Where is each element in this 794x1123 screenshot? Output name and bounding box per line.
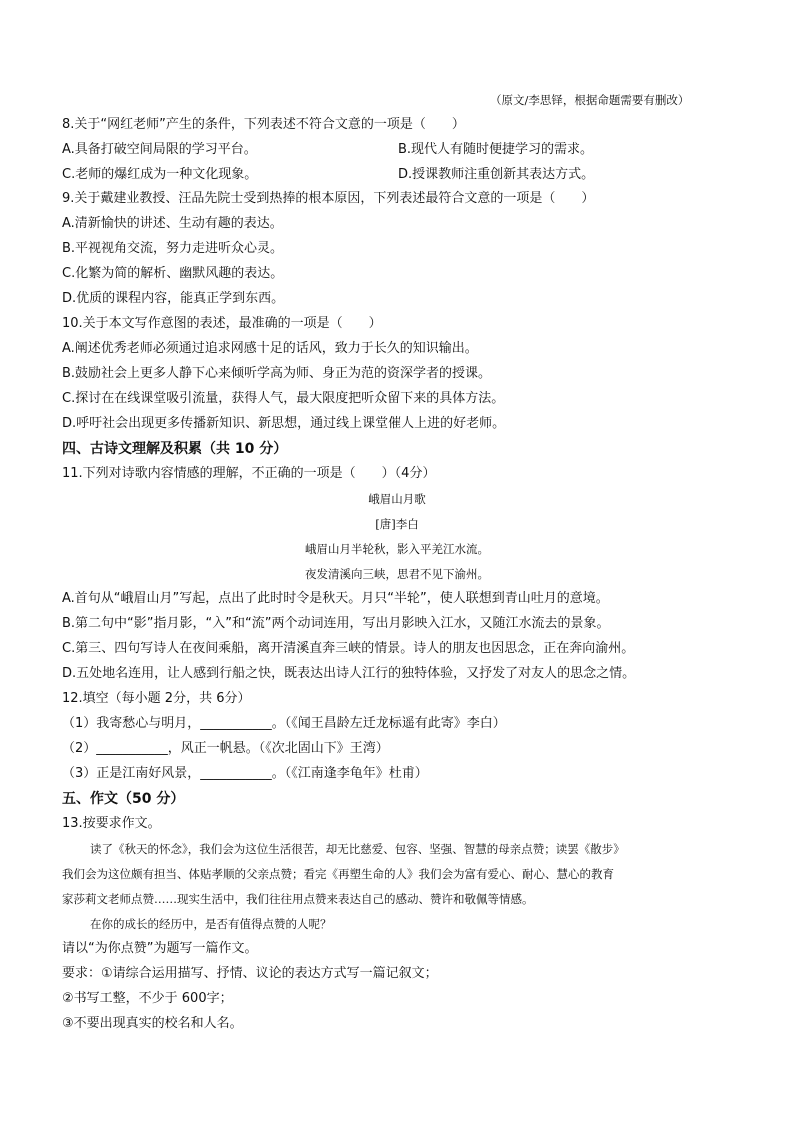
q11-option-a: A.首句从“峨眉山月”写起，点出了此时时令是秋天。月只“半轮”，使人联想到青山吐月的意境。 [62, 591, 609, 606]
q10-stem: 10.关于本文写作意图的表述，最准确的一项是（ ） [62, 316, 382, 331]
q8-option-d: D.授课教师注重创新其表达方式。 [398, 167, 595, 182]
q8-option-a: A.具备打破空间局限的学习平台。 [62, 142, 257, 157]
q11-option-d: D.五处地名连用，让人感到行船之快，既表达出诗人江行的独特体验，又抒发了对友人的思念之情。 [62, 666, 636, 681]
q9-option-d: D.优质的课程内容，能真正学到东西。 [62, 291, 285, 306]
q12-item-3: （3）正是江南好风景，___________。（《江南逢李龟年》杜甫） [62, 766, 428, 781]
poem-line-2: 夜发清溪向三峡，思君不见下渝州。 [305, 567, 489, 581]
q9-option-c: C.化繁为简的解析、幽默风趣的表达。 [62, 266, 284, 281]
q13-stem: 13.按要求作文。 [62, 816, 161, 831]
section-4-heading: 四、古诗文理解及积累（共 10 分） [62, 441, 288, 457]
q13-requirement-3: ③不要出现真实的校名和人名。 [62, 1016, 243, 1031]
q9-stem: 9.关于戴建业教授、汪品先院士受到热捧的根本原因，下列表述最符合文意的一项是（ ） [62, 191, 595, 206]
q10-option-a: A.阐述优秀老师必须通过追求网感十足的话风，致力于长久的知识输出。 [62, 341, 478, 356]
q10-option-b: B.鼓励社会上更多人静下心来倾听学高为师、身正为范的资深学者的授课。 [62, 366, 492, 381]
q11-stem: 11.下列对诗歌内容情感的理解，不正确的一项是（ ）（4分） [62, 466, 436, 481]
q13-material-line-2: 我们会为这位颇有担当、体贴孝顺的父亲点赞；看完《再塑生命的人》我们会为富有爱心、耐心、慧心的教育 [62, 867, 614, 881]
poem-line-1: 峨眉山月半轮秋，影入平羌江水流。 [305, 542, 489, 556]
q13-requirement-1: 要求：①请综合运用描写、抒情、议论的表达方式写一篇记叙文； [62, 966, 438, 981]
q13-material-line-4: 在你的成长的经历中，是否有值得点赞的人呢？ [90, 917, 332, 931]
q9-option-b: B.平视视角交流，努力走进听众心灵。 [62, 241, 284, 256]
q12-item-1: （1）我寄愁心与明月，___________。（《闻王昌龄左迁龙标遥有此寄》李白） [62, 716, 506, 731]
poem-author: [唐]李白 [375, 517, 419, 531]
source-note: （原文/李思铎，根据命题需要有删改） [490, 93, 690, 107]
q12-stem: 12.填空（每小题 2分，共 6分） [62, 691, 251, 706]
q10-option-c: C.探讨在在线课堂吸引流量，获得人气，最大限度把听众留下来的具体方法。 [62, 391, 505, 406]
q12-item-2: （2）___________，风正一帆悬。（《次北固山下》王湾） [62, 741, 389, 756]
q11-option-b: B.第二句中“影”指月影，“入”和“流”两个动词连用，写出月影映入江水，又随江水流去的景象。 [62, 616, 610, 631]
section-5-heading: 五、作文（50 分） [62, 791, 185, 807]
q13-material-line-3: 家莎莉文老师点赞……现实生活中，我们往往用点赞来表达自己的感动、赞许和敬佩等情感。 [62, 892, 534, 906]
q13-requirement-2: ②书写工整，不少于 600字； [62, 991, 233, 1006]
q11-option-c: C.第三、四句写诗人在夜间乘船，离开清溪直奔三峡的情景。诗人的朋友也因思念，正在奔向渝州。 [62, 641, 635, 656]
q10-option-d: D.呼吁社会出现更多传播新知识、新思想，通过线上课堂催人上进的好老师。 [62, 416, 506, 431]
poem-title: 峨眉山月歌 [368, 492, 426, 506]
q8-stem: 8.关于“网红老师”产生的条件，下列表述不符合文意的一项是（ ） [62, 117, 465, 132]
q13-material-line-1: 读了《秋天的怀念》，我们会为这位生活很苦，却无比慈爱、包容、坚强、智慧的母亲点赞；读罢《散步》 [90, 842, 625, 856]
q8-option-c: C.老师的爆红成为一种文化现象。 [62, 167, 258, 182]
q8-option-b: B.现代人有随时便捷学习的需求。 [398, 142, 594, 157]
q13-prompt: 请以“为你点赞”为题写一篇作文。 [62, 941, 258, 956]
q9-option-a: A.清新愉快的讲述、生动有趣的表达。 [62, 216, 283, 231]
